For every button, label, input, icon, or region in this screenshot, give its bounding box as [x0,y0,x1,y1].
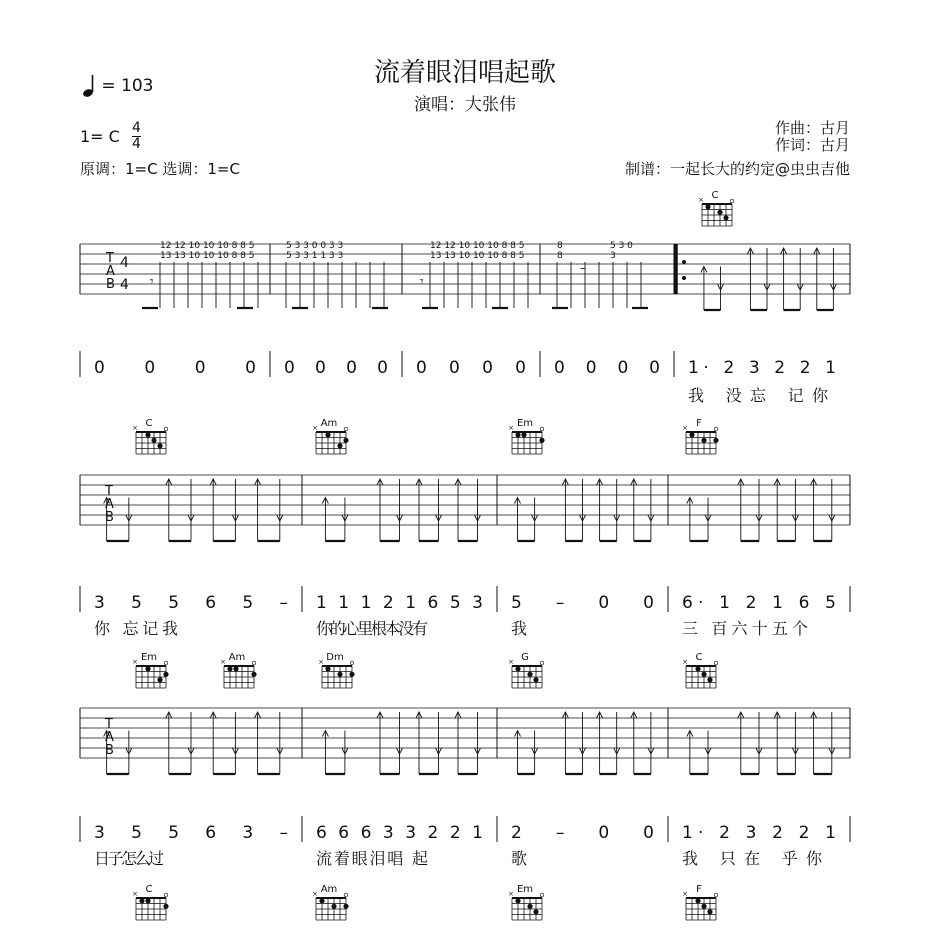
key-info: 原调：1=C 选调：1=C [80,160,240,178]
fret-number-row: 5 3 3 1 1 3 3 [286,251,344,261]
chord-dot [695,898,700,903]
chord-dot [527,904,532,909]
tab-letter-b: B [106,277,115,292]
chord-name: Am [320,418,338,429]
chord-name: Dm [326,652,344,663]
jianpu-measure: 3 5 5 6 3 – [94,823,288,843]
chord-dot [227,666,232,671]
chord-diagram-c [132,884,169,920]
eighth-rest: 𝄾 [150,274,154,290]
chord-diagram-g [508,652,544,688]
composer: 作曲：古月 [774,119,850,137]
chord-dot [695,666,700,671]
chord-name: Am [320,884,338,895]
open-mark [730,199,734,203]
chord-dot [251,672,256,677]
chord-diagram-am [312,884,349,920]
tab-letter-b: B [105,743,114,758]
chord-dot [163,672,168,677]
mute-mark: × [132,424,138,432]
chord-dot [343,438,348,443]
tab-letter-a: A [106,264,115,279]
lyric-line: 流着眼泪唱 起 [316,849,428,868]
chord-diagram-em [132,652,169,688]
jianpu-measure: 6· 1 2 1 6 5 [682,593,836,613]
eighth-rest: 𝄾 [420,274,424,290]
chord-diagram-dm [318,652,355,688]
mute-mark: × [682,658,688,666]
chord-dot [163,904,168,909]
repeat-dot [682,276,686,280]
jianpu-measure: 1 1 1 2 1 6 5 3 [316,593,483,613]
open-mark [344,893,348,897]
chord-diagram-am [220,652,257,688]
chord-dot [325,666,330,671]
jianpu-measure: 5 – 0 0 [511,593,654,613]
chord-dot [701,904,706,909]
repeat-dot [682,260,686,264]
jianpu-measure: 0 0 0 0 [94,358,256,378]
open-mark [714,893,718,897]
jianpu-measure: 6 6 6 3 3 2 2 1 [316,823,483,843]
chord-diagram-am [312,418,349,454]
jianpu-measure: 3 5 5 6 5 – [94,593,288,613]
key-label: 1= C [80,127,120,146]
chord-dot [157,677,162,682]
chord-diagram-f [682,884,718,920]
chord-name: C [695,652,703,663]
jianpu-measure: 1· 2 3 2 2 1 [682,823,836,843]
chord-diagram-em [508,418,545,454]
chord-dot [145,432,150,437]
singer-line: 演唱：大张伟 [414,95,516,115]
intro-time-sig-top: 4 [120,255,129,271]
intro-time-sig-bottom: 4 [120,277,129,293]
open-mark [540,893,544,897]
chord-name: C [145,884,153,895]
open-mark [350,661,354,665]
fret-number-row: 5 3 3 0 0 3 3 [286,241,344,251]
chord-dot [705,204,710,209]
chord-dot [533,677,538,682]
chord-diagram-c [682,652,718,688]
tab-letter-a: A [105,730,114,745]
chord-dot [157,443,162,448]
lyric-line: 你的心里根本没有 [316,619,428,638]
lyric-line: 我 只在 乎你 [682,849,822,868]
mute-mark: × [508,424,514,432]
fret-number-row: 12 12 10 10 10 8 8 5 [430,241,525,251]
chord-name: G [521,652,529,663]
time-sig-top: 4 [132,120,141,136]
tab-letter-t: T [105,484,113,499]
chord-dot [521,432,526,437]
chord-dot [515,898,520,903]
mute-mark: × [312,890,318,898]
chord-dot [701,438,706,443]
chord-name: Am [228,652,246,663]
chord-diagram-c [132,418,168,454]
chord-dot [233,666,238,671]
chord-name: Em [516,884,534,895]
chord-name: C [145,418,153,429]
open-mark [164,661,168,665]
time-sig-bottom: 4 [132,136,141,152]
fret-number-row: 3 [610,251,616,261]
chord-dot [325,432,330,437]
mute-mark: × [508,890,514,898]
song-title: 流着眼泪唱起歌 [373,58,556,88]
chord-dot [515,666,520,671]
chord-dot [319,898,324,903]
chord-name: F [696,418,702,429]
chord-dot [717,210,722,215]
chord-dot [349,672,354,677]
chord-dot [337,672,342,677]
fret-number-row: 5 3 0 [610,241,633,251]
chord-dot [689,432,694,437]
open-mark [540,661,544,665]
open-mark [344,427,348,431]
lyric-line: 我 [511,619,528,638]
mute-mark: × [132,890,138,898]
chord-dot [713,438,718,443]
chord-dot [145,666,150,671]
jianpu-measure: 2 – 0 0 [511,823,654,843]
chord-dot [331,904,336,909]
chord-diagram-f [682,418,719,454]
lyric-line: 日子怎么过 [94,849,164,868]
chord-dot [139,898,144,903]
mute-mark: × [220,658,226,666]
chord-name: F [696,884,702,895]
lyric-line: 歌 [511,849,528,868]
fret-number-row: 13 13 10 10 10 8 8 5 [160,251,255,261]
fret-number-row: 8 [557,241,563,251]
chord-name: Em [516,418,534,429]
tempo-value: = 103 [101,76,154,96]
open-mark [714,427,718,431]
fret-number-row: 8 [557,251,563,261]
chord-dot [515,432,520,437]
jianpu-measure: 1· 2 3 2 2 1 [688,358,836,378]
chord-dot [701,672,706,677]
tab-rest: – [580,261,586,275]
jianpu-measure: 0 0 0 0 [554,358,660,378]
open-mark [252,661,256,665]
mute-mark: × [318,658,324,666]
chord-dot [337,443,342,448]
mute-mark: × [698,196,704,204]
chord-dot [533,909,538,914]
mute-mark: × [312,424,318,432]
chord-dot [723,215,728,220]
jianpu-measure: 0 0 0 0 [284,358,388,378]
chord-name: Em [140,652,158,663]
chord-dot [707,909,712,914]
chord-dot [707,677,712,682]
mute-mark: × [682,890,688,898]
mute-mark: × [508,658,514,666]
lyric-line: 三 百六十五个 [682,619,808,638]
chord-diagram-c [698,190,734,226]
tab-letter-t: T [106,251,114,266]
tab-letter-b: B [105,510,114,525]
chord-dot [145,898,150,903]
lyricist: 作词：古月 [774,136,850,154]
lyric-line: 我 没忘 记你 [688,386,828,405]
open-mark [714,661,718,665]
chord-dot [539,438,544,443]
mute-mark: × [132,658,138,666]
mute-mark: × [682,424,688,432]
chord-dot [151,438,156,443]
chord-dot [343,904,348,909]
chord-name: C [711,190,719,201]
arranger: 制谱：一起长大的约定@虫虫吉他 [624,160,850,178]
open-mark [540,427,544,431]
fret-number-row: 12 12 10 10 10 8 8 5 [160,241,255,251]
jianpu-measure: 0 0 0 0 [416,358,526,378]
tab-letter-t: T [105,717,113,732]
fret-number-row: 13 13 10 10 10 8 8 5 [430,251,525,261]
tab-letter-a: A [105,497,114,512]
open-mark [164,427,168,431]
chord-diagram-em [508,884,544,920]
open-mark [164,893,168,897]
chord-dot [527,672,532,677]
lyric-line: 你 忘记我 [94,619,178,638]
